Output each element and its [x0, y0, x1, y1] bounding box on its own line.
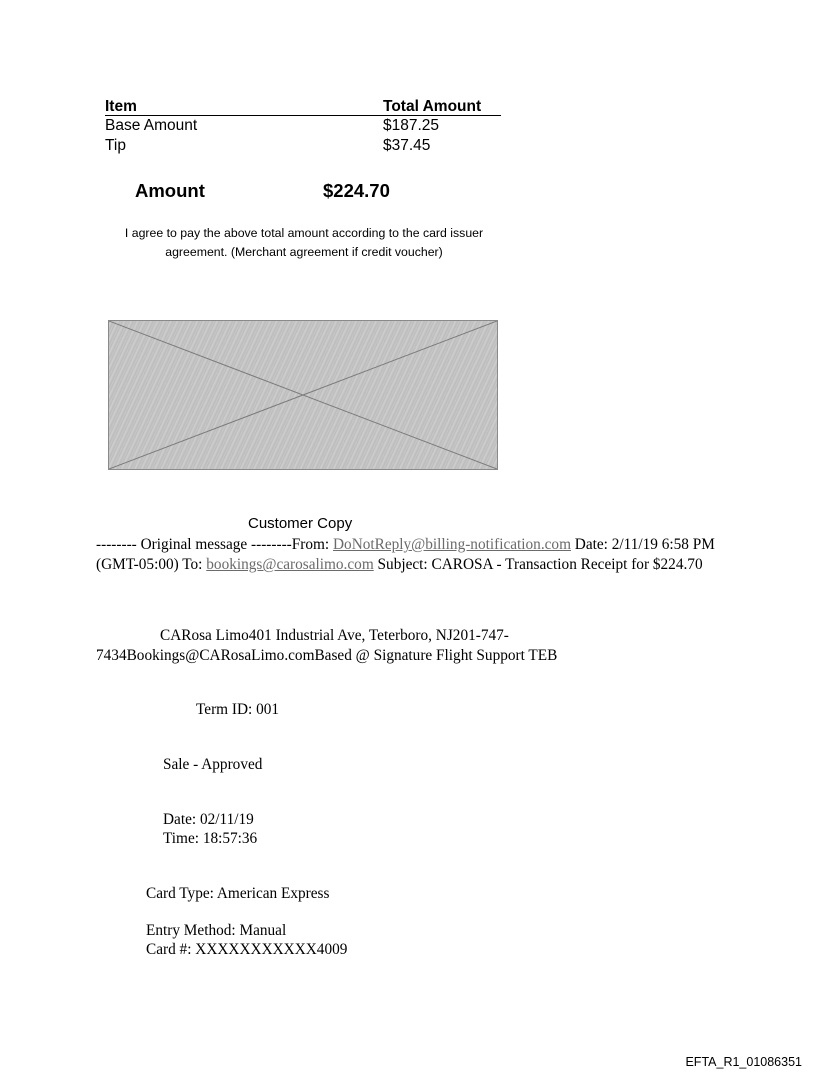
- entry-method: Entry Method: Manual: [146, 922, 287, 939]
- email-header: [96, 535, 726, 575]
- amount-value: $224.70: [323, 180, 390, 201]
- signature-cross-icon: [109, 321, 497, 469]
- row-item: Base Amount: [105, 117, 198, 134]
- header-total-amount: Total Amount: [383, 98, 482, 115]
- document-id: EFTA_R1_01086351: [685, 1055, 802, 1069]
- to-email-link[interactable]: bookings@carosalimo.com: [206, 556, 374, 573]
- from-email-link[interactable]: DoNotReply@billing-notification.com: [333, 536, 571, 553]
- receipt-date: Date: 02/11/19: [163, 811, 254, 828]
- table-header: [105, 97, 501, 116]
- table-row: [105, 136, 501, 156]
- header-item: Item: [105, 98, 137, 115]
- sale-status: Sale - Approved: [163, 756, 263, 773]
- row-item: Tip: [105, 137, 126, 154]
- table-row: [105, 116, 501, 136]
- amount-label: Amount: [135, 180, 205, 201]
- card-type: Card Type: American Express: [146, 885, 330, 902]
- customer-copy-label: Customer Copy: [248, 515, 353, 532]
- email-subject: Subject: CAROSA - Transaction Receipt for $224.70: [373, 556, 703, 573]
- item-table: [105, 97, 501, 156]
- agreement-text: I agree to pay the above total amount according to the card issuer agreement. (Merchant agreement if credit voucher): [124, 226, 484, 259]
- card-number: Card #: XXXXXXXXXXX4009: [146, 941, 348, 958]
- term-id: Term ID: 001: [196, 701, 280, 718]
- email-prefix: -------- Original message --------From:: [96, 536, 333, 553]
- email-date: Date: 2/11/19 6:58 PM (GMT-05:00) To:: [96, 536, 715, 573]
- row-total: $37.45: [383, 137, 431, 154]
- signature-placeholder-icon: [108, 320, 498, 470]
- row-total: $187.25: [383, 117, 440, 134]
- receipt-time: Time: 18:57:36: [163, 830, 258, 847]
- merchant-info: CARosa Limo401 Industrial Ave, Teterboro, NJ201-747-7434Bookings@CARosaLimo.comBased @ Signature Flight Support TEB: [96, 627, 558, 664]
